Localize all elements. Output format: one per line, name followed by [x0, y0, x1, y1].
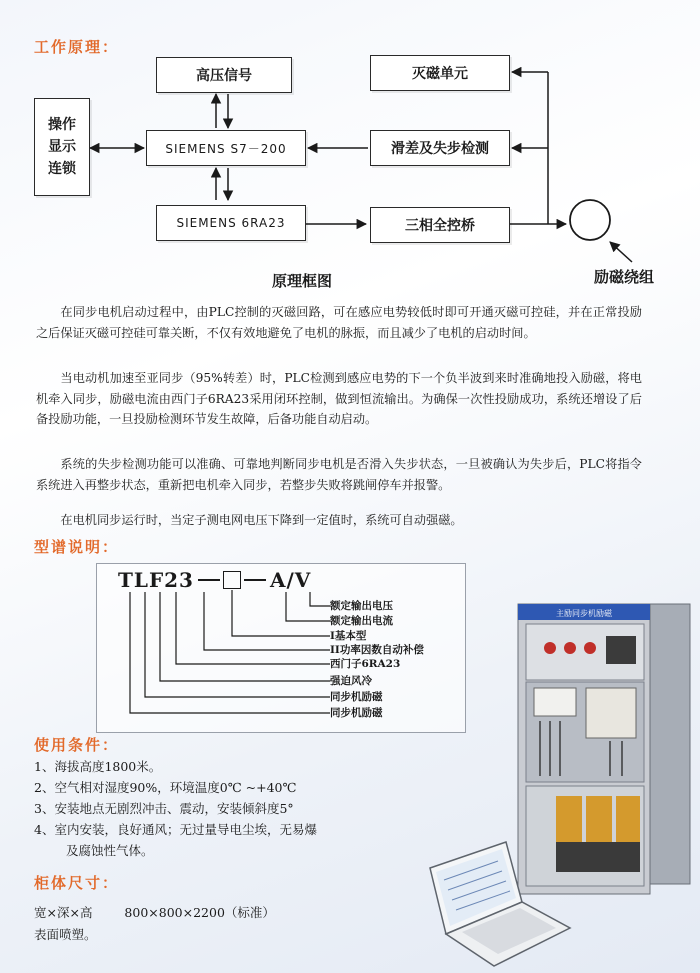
operation-box: [34, 98, 90, 196]
model-label-8: 同步机励磁: [330, 707, 383, 719]
plc-module: [534, 688, 576, 716]
model-code-suffix: A/V: [269, 568, 312, 592]
product-photo: [410, 596, 700, 973]
transformer: [556, 796, 582, 842]
condition-1: 1、海拔高度1800米。: [34, 759, 162, 774]
arrow-winding-label: [610, 242, 632, 262]
model-label-4: II功率因数自动补偿: [330, 644, 424, 656]
converter-box: SIEMENS 6RA23: [156, 205, 306, 241]
condition-2: 2、空气相对湿度90%，环境温度0℃ ~+40℃: [34, 780, 297, 795]
slip-detect-box: 滑差及失步检测: [370, 130, 510, 166]
winding-coil: [570, 200, 610, 240]
winding-label: 励磁绕组: [594, 268, 655, 286]
section-heading-principle: 工作原理：: [34, 38, 120, 56]
transformer: [586, 796, 612, 842]
operation-label-1: 操作: [48, 117, 76, 133]
paragraph-1: 在同步电机启动过程中，由PLC控制的灭磁回路，可在感应电势较低时即可开通灭磁可控硅，并在正常投励之后保证灭磁可控硅可靠关断，不仅有效地避免了电机的脉振，而且减少了电机的启动时间。: [36, 305, 642, 340]
section-heading-conditions: 使用条件：: [34, 736, 120, 754]
dimensions-value: 800×800×2200（标准）: [124, 905, 275, 920]
paragraph-4: 在电机同步运行时，当定子测电网电压下降到一定值时，系统可自动强磁。: [60, 513, 463, 527]
model-placeholder-box: [223, 571, 241, 589]
indicator-red: [564, 642, 576, 654]
model-label-7: 同步机励磁: [330, 691, 383, 703]
de-excitation-box: 灭磁单元: [370, 55, 510, 91]
meter-panel: [606, 636, 636, 664]
dimensions-label: 宽×深×高: [34, 905, 93, 920]
cabinet-banner: 主励同步机励磁: [556, 609, 612, 618]
condition-4-cont: 及腐蚀性气体。: [66, 843, 154, 858]
indicator-red: [584, 642, 596, 654]
dimensions-finish: 表面喷塑。: [34, 927, 97, 942]
section-heading-model: 型谱说明：: [34, 538, 120, 556]
transformer: [616, 796, 640, 842]
bridge-box: 三相全控桥: [370, 207, 510, 243]
model-label-5: 西门子6RA23: [330, 658, 401, 670]
indicator-red: [544, 642, 556, 654]
model-label-2: 额定输出电流: [330, 615, 393, 627]
high-voltage-box: 高压信号: [156, 57, 292, 93]
condition-4: 4、室内安装，良好通风；无过量导电尘埃，无易爆: [34, 822, 317, 837]
plc-box: SIEMENS S7－200: [146, 130, 306, 166]
section-heading-size: 柜体尺寸：: [34, 874, 120, 892]
paragraph-3: 系统的失步检测功能可以准确、可靠地判断同步电机是否滑入失步状态，一旦被确认为失步后，PLC将指令系统进入再整步状态，重新把电机牵入同步，若整步失败将跳闸停车并报警。: [36, 457, 642, 492]
model-label-1: 额定输出电压: [330, 600, 393, 612]
condition-3: 3、安装地点无剧烈冲击、震动，安装倾斜度5°: [34, 801, 294, 816]
model-code: [118, 568, 311, 592]
model-label-6: 强迫风冷: [330, 675, 372, 687]
operation-label-2: 显示: [48, 139, 76, 155]
operation-label-3: 连锁: [48, 161, 76, 177]
model-code-prefix: TLF23: [118, 568, 194, 592]
model-label-3: I基本型: [330, 630, 367, 642]
dimensions-row: [34, 902, 275, 923]
diagram-caption: 原理框图: [272, 272, 333, 290]
converter-module: [586, 688, 636, 738]
diagram-connectors: [0, 0, 700, 300]
paragraph-2: 当电动机加速至亚同步（95%转差）时，PLC检测到感应电势的下一个负半波到来时准确地投入励磁，将电机牵入同步，励磁电流由西门子6RA23采用闭环控制，做到恒流输出。为确保一次性投励成功，系统还增设了后备投励功能，一旦投励检测环节发生故障，后备功能自动启动。: [36, 371, 642, 426]
